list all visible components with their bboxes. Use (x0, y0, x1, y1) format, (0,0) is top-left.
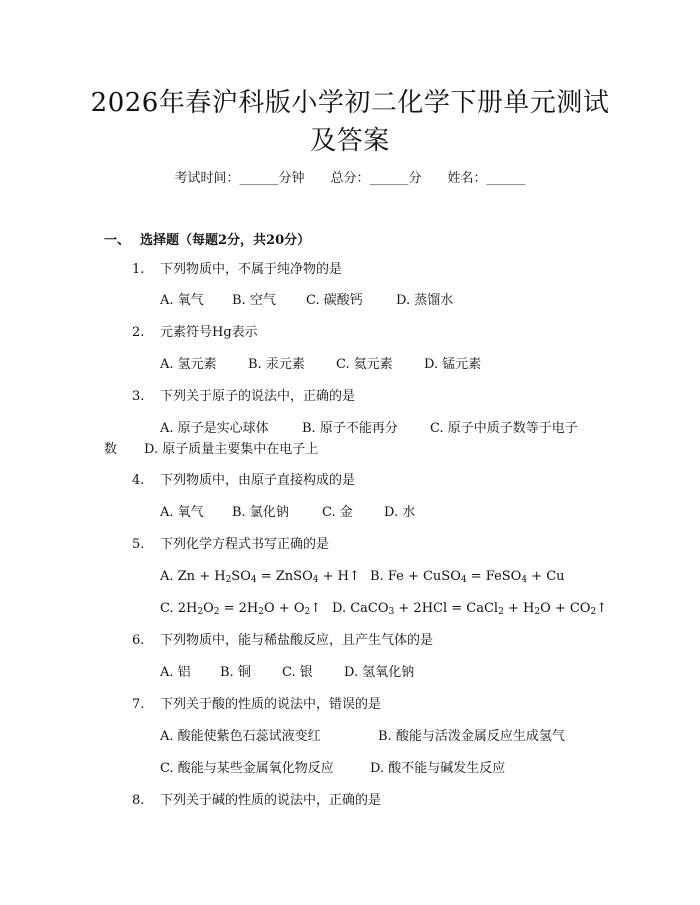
exam-score: 总分：______分 (330, 171, 422, 186)
question-3 (132, 388, 355, 406)
question-5-options-line-2 (160, 600, 607, 618)
question-text: 下列物质中，能与稀盐酸反应，且产生气体的是 (160, 633, 434, 648)
question-number: 8. (132, 793, 145, 808)
option-b: B. 汞元素 (248, 357, 305, 372)
option-d: D. 原子质量主要集中在电子上 (144, 442, 319, 457)
question-text: 下列关于酸的性质的说法中，错误的是 (160, 697, 382, 712)
section-heading (104, 232, 310, 250)
question-text: 下列关于碱的性质的说法中，正确的是 (160, 793, 382, 808)
question-number: 5. (132, 537, 145, 552)
option-d: D. 蒸馏水 (396, 293, 454, 308)
option-a: A. 氧气 (160, 505, 204, 520)
section-number: 一、 (104, 233, 131, 248)
question-6 (132, 632, 433, 650)
question-2 (132, 324, 258, 342)
question-7 (132, 696, 381, 714)
question-number: 6. (132, 633, 145, 648)
option-c: C. 金 (322, 505, 353, 520)
option-b: B. 原子不能再分 (302, 421, 398, 436)
option-a: A. $Zn + H_2SO_4$ = ZnSO$_4$ + H↑ (160, 569, 360, 585)
option-a: A. 铝 (160, 665, 191, 680)
question-number: 1. (132, 262, 145, 277)
option-a: A. 氢元素 (160, 357, 217, 372)
title-line-2: 及答案 (310, 126, 390, 156)
option-d: D. 水 (384, 505, 416, 520)
option-d: D. 氢氧化钠 (344, 665, 415, 680)
question-text: 下列化学方程式书写正确的是 (160, 537, 330, 552)
option-c: C. 氦元素 (336, 357, 393, 372)
question-8 (132, 792, 381, 810)
option-a: A. 原子是实心球体 (160, 421, 269, 436)
page-title (60, 84, 640, 160)
question-5 (132, 536, 329, 554)
question-text: 下列关于原子的说法中，正确的是 (160, 389, 356, 404)
exam-name: 姓名：______ (447, 171, 526, 186)
option-a: A. 酸能使紫色石蕊试液变红 (160, 729, 321, 744)
option-d: D. 锰元素 (424, 357, 482, 372)
question-5-options-line-1 (160, 568, 565, 586)
question-4-options (160, 504, 415, 522)
exam-time: 考试时间：______分钟 (174, 171, 305, 186)
question-7-options-line-2 (160, 760, 505, 778)
question-number: 3. (132, 389, 145, 404)
question-4 (132, 472, 355, 490)
option-c: C. 碳酸钙 (306, 293, 363, 308)
question-1 (132, 261, 342, 279)
question-1-options (160, 292, 453, 310)
section-label: 选择题（每题2分，共20分） (140, 233, 311, 248)
option-b: B. 铜 (220, 665, 251, 680)
question-6-options (160, 664, 414, 682)
question-text: 元素符号Hg表示 (160, 325, 258, 340)
question-text: 下列物质中，不属于纯净物的是 (160, 262, 343, 277)
option-c: C. 酸能与某些金属氧化物反应 (160, 761, 334, 776)
option-c-continued: 数 (104, 442, 118, 457)
option-b: B. 氯化钠 (232, 505, 289, 520)
question-3-options-line-2 (104, 441, 318, 459)
option-c: C. $2H_2O_2 = 2H_2O$ + $O_2↑$ (160, 601, 322, 617)
option-d: D. 酸不能与碱发生反应 (370, 761, 506, 776)
question-text: 下列物质中，由原子直接构成的是 (160, 473, 356, 488)
question-number: 2. (132, 325, 145, 340)
option-b: B. 空气 (232, 293, 276, 308)
question-number: 7. (132, 697, 145, 712)
question-3-options-line-1 (160, 420, 578, 438)
option-c: C. 原子中质子数等于电子 (430, 421, 578, 436)
option-d: D. CaCO$_3$ + 2HCl = CaCl$_2$ + $H_2O$ + $CO_2↑$ (332, 601, 608, 617)
option-c: C. 银 (282, 665, 313, 680)
title-line-1: 2026年春沪科版小学初二化学下册单元测试 (90, 88, 610, 118)
option-b: B. Fe + CuSO$_4$ = FeSO$_4$ + Cu (370, 569, 565, 585)
question-number: 4. (132, 473, 145, 488)
question-2-options (160, 356, 481, 374)
exam-info (0, 170, 700, 188)
option-a: A. 氧气 (160, 293, 204, 308)
question-7-options-line-1 (160, 728, 565, 746)
option-b: B. 酸能与活泼金属反应生成氢气 (378, 729, 565, 744)
